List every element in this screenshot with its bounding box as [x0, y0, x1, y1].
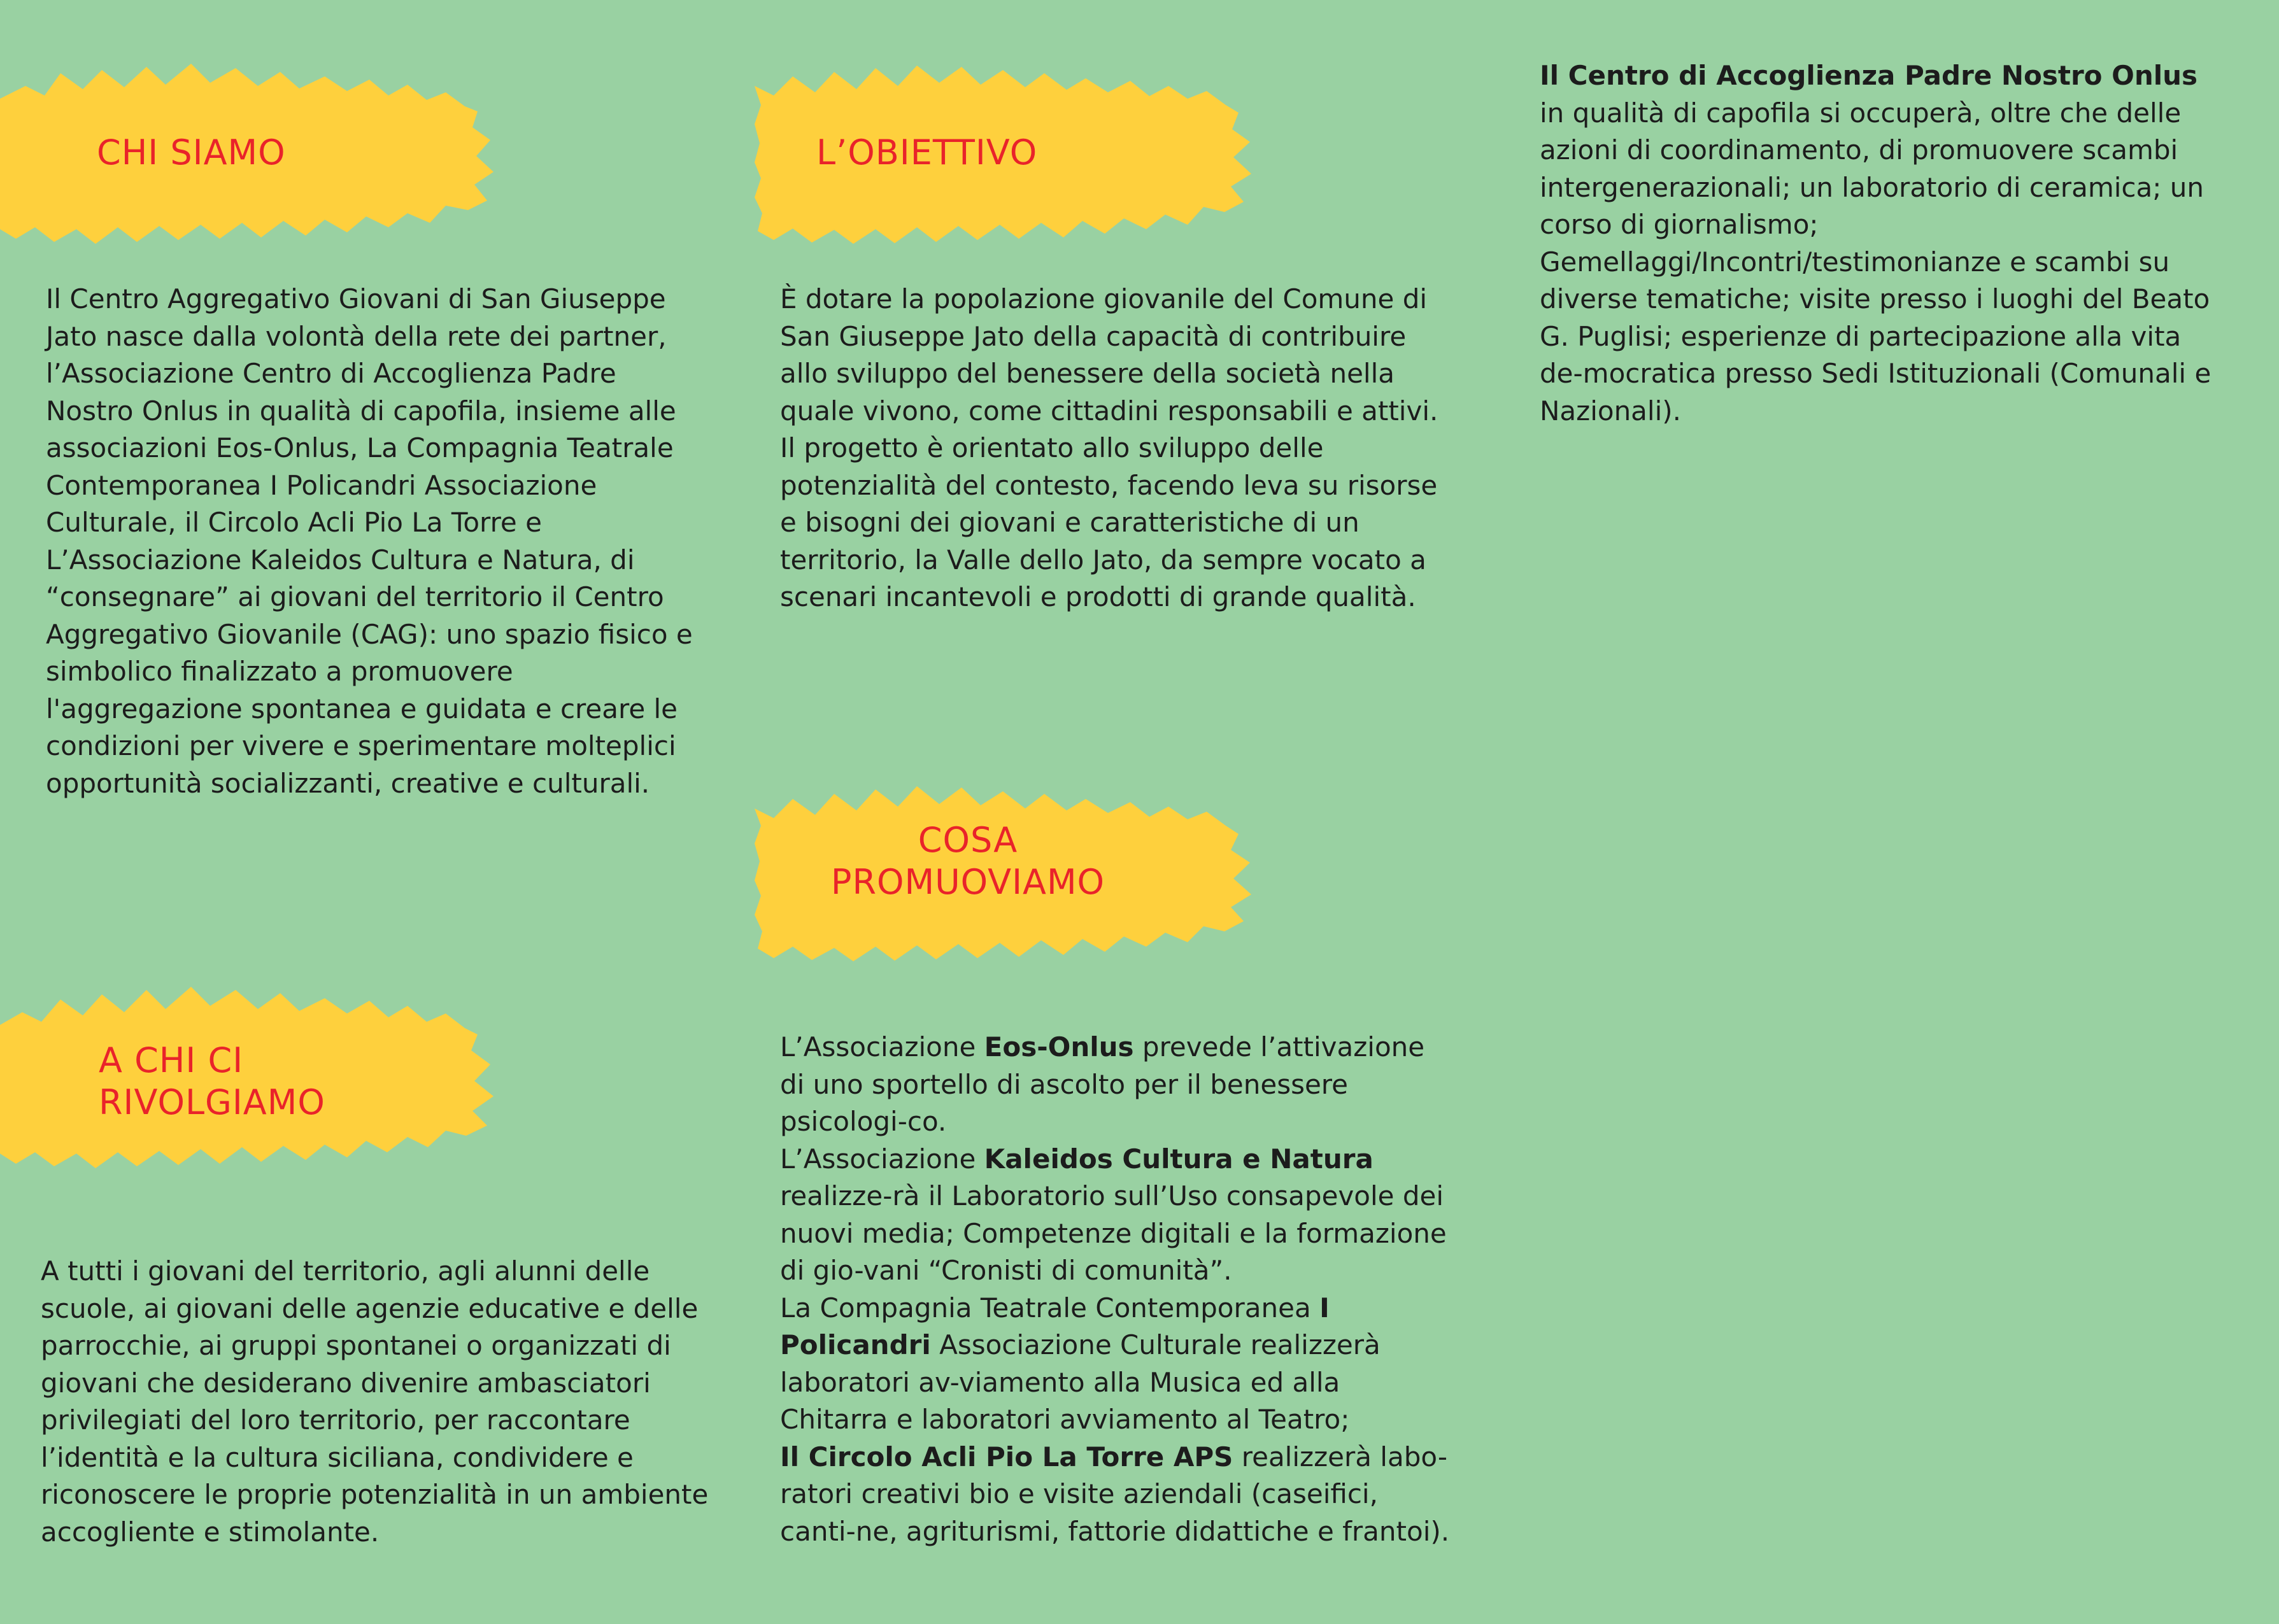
capofila-paragraph-1	[1540, 57, 2215, 244]
capofila-text-1: in qualità di capofila si occuperà, oltre che delle azioni di coordinamento, di promuovere scambi intergenerazionali; un laboratorio di ceramica; un corso di giornalismo;	[1540, 97, 2204, 240]
capofila-text	[1540, 57, 2215, 430]
promo-eos-suffix: prevede l’attivazione di uno sportello di ascolto per il benessere psicologi-co.	[780, 1031, 1425, 1137]
promo-kaleidos-name: Kaleidos Cultura e Natura	[984, 1143, 1374, 1175]
promo-policandri-suffix: Associazione Culturale realizzerà laboratori av-viamento alla Musica ed alla Chitarra e laboratori avviamento al Teatro;	[780, 1329, 1381, 1435]
promo-kaleidos-suffix: realizze-rà il Laboratorio sull’Uso consapevole dei nuovi media; Competenze digitali e la formazione di gio-vani “Cronisti di comunità”.	[780, 1180, 1447, 1286]
obiettivo-paragraph-2: Il progetto è orientato allo sviluppo delle potenzialità del contesto, facendo leva su risorse e bisogni dei giovani e caratteristiche di un territorio, la Valle dello Jato, da sempre vocato a scenari incantevoli e prodotti di grande qualità.	[780, 432, 1438, 612]
obiettivo-paragraph-1: È dotare la popolazione giovanile del Comune di San Giuseppe Jato della capacità di contribuire allo sviluppo del benessere della società nella quale vivono, come cittadini responsabili e attivi.	[780, 283, 1438, 427]
heading-cosa-promuoviamo-line1: COSA	[918, 820, 1018, 860]
heading-chi-siamo: CHI SIAMO	[97, 132, 286, 173]
promo-kaleidos	[780, 1141, 1455, 1290]
chi-siamo-text	[46, 281, 708, 802]
promo-policandri-prefix: La Compagnia Teatrale Contemporanea	[780, 1292, 1320, 1324]
heading-a-chi-ci-rivolgiamo	[99, 1040, 325, 1124]
capofila-name: Il Centro di Accoglienza Padre Nostro Onlus	[1540, 60, 2198, 91]
promo-eos-name: Eos-Onlus	[984, 1031, 1134, 1063]
a-chi-ci-rivolgiamo-paragraph: A tutti i giovani del territorio, agli alunni delle scuole, ai giovani delle agenzie educative e delle parrocchie, ai gruppi spontanei o organizzati di giovani che desiderano divenire ambasciatori privilegiati del loro territorio, per raccontare l’identità e la cultura siciliana, condividere e riconoscere le proprie potenzialità in un ambiente accogliente e stimolante.	[41, 1255, 709, 1548]
heading-cosa-promuoviamo	[815, 819, 1121, 903]
promo-policandri-name: I Policandri	[780, 1292, 1330, 1360]
obiettivo-text	[780, 281, 1455, 616]
heading-cosa-promuoviamo-line2: PROMUOVIAMO	[830, 862, 1105, 902]
promo-acli-name: Il Circolo Acli Pio La Torre APS	[780, 1441, 1233, 1472]
chi-siamo-paragraph: Il Centro Aggregativo Giovani di San Giuseppe Jato nasce dalla volontà della rete dei partner, l’Associazione Centro di Accoglienza Padre Nostro Onlus in qualità di capofila, insieme alle associazioni Eos-Onlus, La Compagnia Teatrale Contemporanea I Policandri Associazione Culturale, il Circolo Acli Pio La Torre e L’Associazione Kaleidos Cultura e Natura, di “consegnare” ai giovani del territorio il Centro Aggregativo Giovanile (CAG): uno spazio fisico e simbolico finalizzato a promuovere l'aggregazione spontanea e guidata e creare le condizioni per vivere e sperimentare molteplici opportunità socializzanti, creative e culturali.	[46, 283, 693, 799]
cosa-promuoviamo-text	[780, 1029, 1455, 1550]
promo-eos-prefix: L’Associazione	[780, 1031, 984, 1063]
promo-acli	[780, 1439, 1455, 1551]
promo-policandri	[780, 1290, 1455, 1439]
heading-a-chi-ci-rivolgiamo-line2: RIVOLGIAMO	[99, 1082, 325, 1122]
heading-a-chi-ci-rivolgiamo-line1: A CHI CI	[99, 1040, 244, 1080]
heading-obiettivo: L’OBIETTIVO	[816, 132, 1038, 173]
promo-kaleidos-prefix: L’Associazione	[780, 1143, 984, 1175]
promo-acli-suffix: realizzerà labo-ratori creativi bio e visite aziendali (caseifici, canti-ne, agriturismi, fattorie didattiche e frantoi).	[780, 1441, 1450, 1547]
promo-eos	[780, 1029, 1455, 1141]
a-chi-ci-rivolgiamo-text	[41, 1253, 709, 1551]
capofila-paragraph-2: Gemellaggi/Incontri/testimonianze e scambi su diverse tematiche; visite presso i luoghi del Beato G. Puglisi; esperienze di partecipazione alla vita de-mocratica presso Sedi Istituzionali (Comunali e Nazionali).	[1540, 246, 2212, 427]
